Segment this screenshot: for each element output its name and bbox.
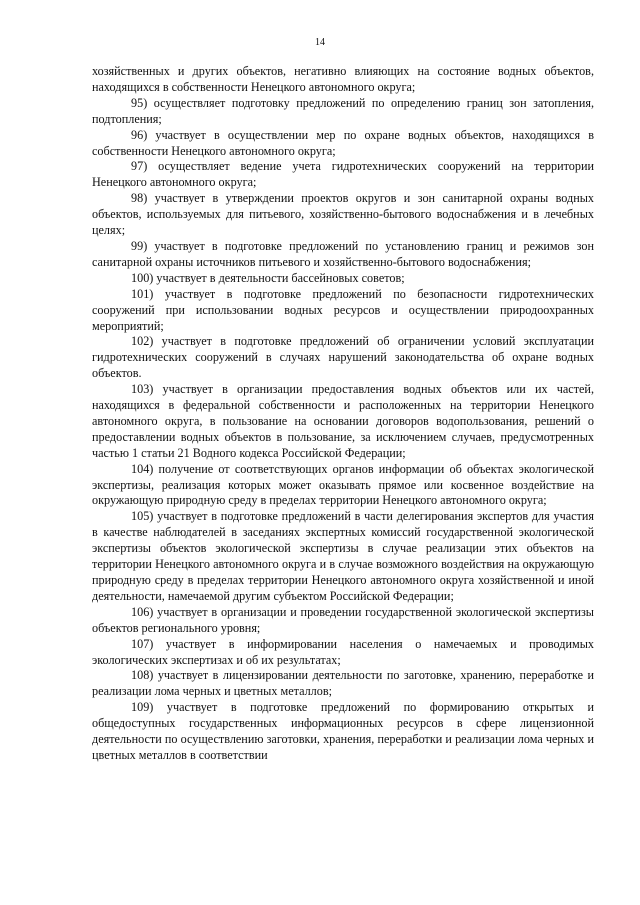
paragraph-item-105: 105) участвует в подготовке предложений в части делегирования экспертов для участия в качестве наблюдателей в заседаниях экспертных комиссий государственной экологической экспертизы объектов экологической экспертизы в случае реализации этих объектов на территории Ненецкого автономного округа и в случае возможного воздействия на окружающую природную среду в пределах территории Ненецкого автономного округа хозяйственной и иной деятельности, намечаемой другим субъектом Российской Федерации;: [92, 509, 594, 603]
paragraph-item-98: 98) участвует в утверждении проектов округов и зон санитарной охраны водных объектов, используемых для питьевого, хозяйственно-бытового водоснабжения и в лечебных целях;: [92, 191, 594, 238]
paragraph-item-102: 102) участвует в подготовке предложений об ограничении условий эксплуатации гидротехнических сооружений в случаях нарушений законодательства об охране водных объектов.: [92, 334, 594, 381]
paragraph-item-95: 95) осуществляет подготовку предложений по определению границ зон затопления, подтопления;: [92, 95, 594, 126]
paragraph-item-96: 96) участвует в осуществлении мер по охране водных объектов, находящихся в собственности Ненецкого автономного округа;: [92, 127, 594, 158]
page-number: 14: [315, 37, 325, 48]
paragraph-item-103: 103) участвует в организации предоставления водных объектов или их частей, находящихся в федеральной собственности и расположенных на территории Ненецкого автономного округа, в пользование на основании договоров водопользования, решений о предоставлении водных объектов в пользование, за исключением случаев, предусмотренных частью 1 статьи 21 Водного кодекса Российской Федерации;: [92, 382, 594, 460]
paragraph-item-100: 100) участвует в деятельности бассейновых советов;: [131, 270, 405, 285]
paragraph-item-101: 101) участвует в подготовке предложений по безопасности гидротехнических сооружений при использовании водных ресурсов и осуществлении природоохранных мероприятий;: [92, 286, 594, 333]
paragraph-item-108: 108) участвует в лицензировании деятельности по заготовке, хранению, переработке и реализации лома черных и цветных металлов;: [92, 668, 594, 699]
document-body: [92, 64, 594, 764]
paragraph-item-99: 99) участвует в подготовке предложений по установлению границ и режимов зон санитарной охраны источников питьевого и хозяйственно-бытового водоснабжения;: [92, 238, 594, 269]
paragraph-continuation: хозяйственных и других объектов, негативно влияющих на состояние водных объектов, находящихся в собственности Ненецкого автономного округа;: [92, 64, 594, 94]
paragraph-item-97: 97) осуществляет ведение учета гидротехнических сооружений на территории Ненецкого автономного округа;: [92, 159, 594, 190]
paragraph-item-109: 109) участвует в подготовке предложений по формированию открытых и общедоступных государственных информационных ресурсов в сфере лицензионной деятельности по осуществлению заготовки, хранения, переработки и реализации лома черных и цветных металлов в соответствии: [92, 700, 594, 762]
paragraph-item-104: 104) получение от соответствующих органов информации об объектах экологической экспертизы, реализация которых может оказывать прямое или косвенное воздействие на окружающую природную среду в пределах территории Ненецкого автономного округа;: [92, 461, 594, 508]
paragraph-item-107: 107) участвует в информировании населения о намечаемых и проводимых экологических экспертизах и об их результатах;: [92, 636, 594, 667]
paragraph-item-106: 106) участвует в организации и проведении государственной экологической экспертизы объектов регионального уровня;: [92, 604, 594, 635]
